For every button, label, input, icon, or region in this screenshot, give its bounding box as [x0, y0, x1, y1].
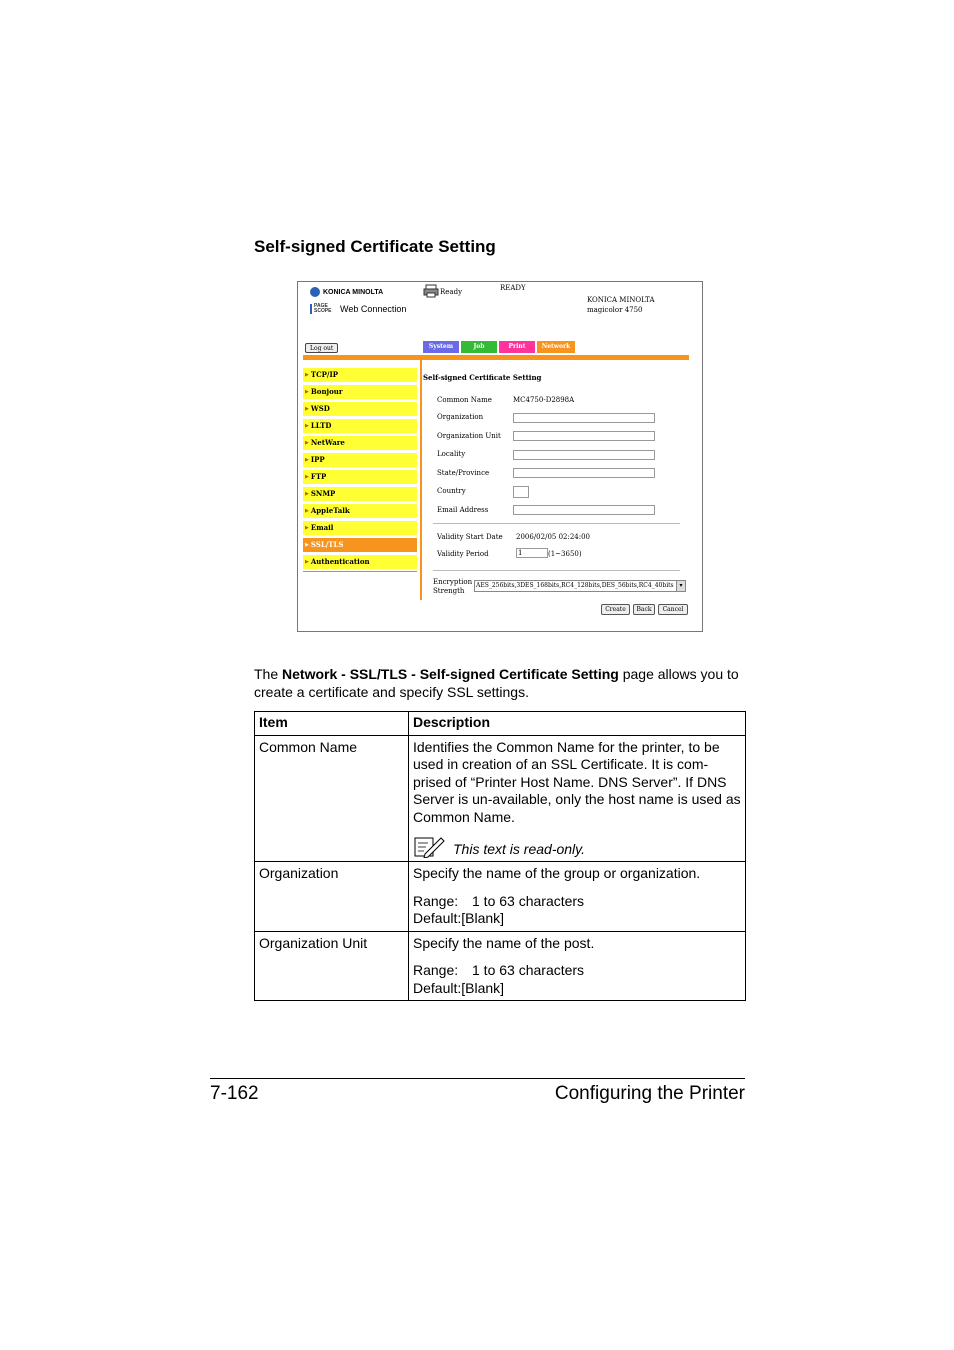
nav-item-appletalk[interactable]	[303, 504, 417, 518]
web-connection-label: Web Connection	[340, 304, 407, 314]
nav-arrow-icon: ▶	[305, 440, 309, 446]
organization-unit-label: Organization Unit	[437, 432, 501, 440]
nav-label: SNMP	[310, 489, 336, 498]
nav-arrow-icon: ▶	[305, 389, 309, 395]
note-pencil-icon	[413, 834, 447, 858]
default-value: [Blank]	[461, 910, 505, 926]
range-value: 1 to 63 characters	[472, 962, 585, 978]
logo-text: KONICA MINOLTA	[323, 288, 384, 296]
nav-item-bonjour[interactable]	[303, 385, 417, 399]
validity-period-label: Validity Period	[437, 550, 489, 558]
row-item: Common Name	[255, 735, 409, 862]
back-button[interactable]: Back	[633, 604, 655, 615]
range-line	[413, 962, 741, 980]
intro-pre: The	[254, 666, 283, 682]
state-label: State/Province	[437, 469, 490, 477]
default-value: [Blank]	[461, 979, 505, 996]
nav-arrow-icon: ▶	[305, 491, 309, 497]
locality-input[interactable]	[513, 450, 655, 460]
network-nav	[303, 368, 417, 572]
page-number: 7-162	[210, 1083, 259, 1104]
nav-label: Email	[310, 523, 334, 532]
nav-label: LLTD	[310, 421, 332, 430]
row-description-text: Specify the name of the group or organization.	[413, 865, 701, 881]
validity-start-label: Validity Start Date	[437, 533, 503, 541]
intro-paragraph	[254, 666, 754, 701]
nav-item-tcpip[interactable]	[303, 368, 417, 382]
brand-name: KONICA MINOLTA	[587, 296, 655, 304]
country-label: Country	[437, 487, 466, 495]
range-label: Range:	[413, 962, 459, 978]
nav-item-ipp[interactable]	[303, 453, 417, 467]
model-name: magicolor 4750	[587, 306, 643, 314]
pagescope-icon: PAGE SCOPE	[310, 304, 336, 314]
common-name-value: MC4750-D2898A	[513, 396, 575, 404]
nav-arrow-icon: ▶	[305, 474, 309, 480]
top-tabs	[423, 341, 575, 353]
nav-label: SSL/TLS	[310, 540, 344, 549]
row-description	[409, 735, 746, 862]
row-description-text: Identifies the Common Name for the printer, to be used in creation of an SSL Certificate. It is com- prised of “Printer Host Name. DNS Server”. If DNS Server is un-available, only the host name is used as Common Name.	[413, 738, 741, 825]
organization-unit-input[interactable]	[513, 431, 655, 441]
encryption-label-line1: Encryption	[433, 578, 473, 586]
vertical-separator	[420, 360, 422, 600]
chevron-down-icon[interactable]: ▾	[676, 581, 685, 591]
nav-item-wsd[interactable]	[303, 402, 417, 416]
nav-arrow-icon: ▶	[305, 525, 309, 531]
tab-print[interactable]: Print	[499, 341, 535, 353]
nav-item-snmp[interactable]	[303, 487, 417, 501]
nav-divider	[303, 571, 417, 572]
range-value: 1 to 63 characters	[472, 892, 585, 909]
nav-label: Authentication	[310, 557, 370, 566]
email-input[interactable]	[513, 505, 655, 515]
state-input[interactable]	[513, 468, 655, 478]
nav-arrow-icon: ▶	[305, 457, 309, 463]
organization-input[interactable]	[513, 413, 655, 423]
nav-item-lltd[interactable]	[303, 419, 417, 433]
table-row	[255, 931, 746, 1001]
nav-arrow-icon: ▶	[305, 406, 309, 412]
nav-arrow-icon: ▶	[305, 372, 309, 378]
row-description	[409, 931, 746, 1001]
printer-icon	[423, 284, 439, 298]
printer-brand	[587, 295, 655, 315]
validity-period-range: (1~3650)	[548, 550, 582, 558]
description-table	[254, 711, 746, 1001]
default-line	[413, 980, 741, 998]
tab-network[interactable]: Network	[537, 341, 575, 353]
note	[413, 834, 741, 858]
default-label: Default:	[413, 910, 462, 926]
encryption-label-line2: Strength	[433, 587, 465, 595]
form-divider	[433, 570, 680, 571]
email-label: Email Address	[437, 506, 489, 514]
encryption-selected-value: AES_256bits,3DES_168bits,RC4_128bits,DES_56bits,RC4_40bits	[476, 582, 674, 589]
default-line	[413, 910, 741, 928]
web-connection-screenshot	[297, 281, 703, 632]
nav-arrow-icon: ▶	[305, 423, 309, 429]
nav-arrow-icon: ▶	[305, 542, 309, 548]
validity-start-value: 2006/02/05 02:24:00	[516, 533, 591, 541]
nav-arrow-icon: ▶	[305, 559, 309, 565]
web-connection-title	[310, 304, 406, 314]
organization-label: Organization	[437, 413, 484, 421]
encryption-label	[433, 578, 472, 596]
row-item: Organization Unit	[255, 931, 409, 1001]
table-header-row	[255, 712, 746, 736]
nav-item-authentication[interactable]	[303, 555, 417, 569]
nav-label: IPP	[310, 455, 325, 464]
nav-item-email[interactable]	[303, 521, 417, 535]
range-line	[413, 893, 741, 911]
nav-label: FTP	[310, 472, 327, 481]
form-divider	[433, 523, 680, 524]
intro-bold: Network - SSL/TLS - Self-signed Certificate Setting	[282, 666, 619, 682]
intro-post: page allows you to create a certificate and specify SSL settings.	[254, 666, 739, 700]
range-label: Range:	[413, 892, 459, 909]
default-label: Default:	[413, 979, 462, 996]
row-description	[409, 862, 746, 932]
encryption-strength-select[interactable]	[474, 580, 686, 592]
nav-label: NetWare	[310, 438, 345, 447]
row-item: Organization	[255, 862, 409, 932]
header-description: Description	[409, 712, 746, 736]
header-item: Item	[255, 712, 409, 736]
header-bar	[303, 355, 689, 360]
table-row	[255, 862, 746, 932]
create-button[interactable]: Create	[601, 604, 630, 615]
common-name-label: Common Name	[437, 396, 492, 404]
note-text: This text is read-only.	[453, 840, 586, 857]
chapter-title: Configuring the Printer	[554, 1083, 745, 1104]
nav-arrow-icon: ▶	[305, 508, 309, 514]
row-description-text: Specify the name of the post.	[413, 934, 595, 951]
validity-period-input[interactable]: 1	[516, 548, 548, 558]
cancel-button[interactable]: Cancel	[658, 604, 688, 615]
nav-label: Bonjour	[310, 387, 343, 396]
table-row	[255, 735, 746, 862]
nav-label: TCP/IP	[310, 370, 338, 379]
country-input[interactable]	[513, 486, 529, 498]
tab-job[interactable]: Job	[461, 341, 497, 353]
nav-item-ssl-tls[interactable]	[303, 538, 417, 552]
nav-label: AppleTalk	[310, 506, 350, 515]
locality-label: Locality	[437, 450, 466, 458]
footer-rule	[210, 1078, 745, 1079]
status-text: READY	[500, 284, 526, 292]
section-heading: Self-signed Certificate Setting	[254, 237, 496, 256]
status-icon-label: Ready	[440, 288, 463, 296]
nav-label: WSD	[310, 404, 330, 413]
nav-item-netware[interactable]	[303, 436, 417, 450]
tab-system[interactable]: System	[423, 341, 459, 353]
nav-item-ftp[interactable]	[303, 470, 417, 484]
logout-button[interactable]: Log out	[305, 343, 338, 353]
konica-logo-icon	[310, 287, 320, 297]
konica-logo	[310, 287, 383, 297]
form-title: Self-signed Certificate Setting	[423, 373, 542, 382]
